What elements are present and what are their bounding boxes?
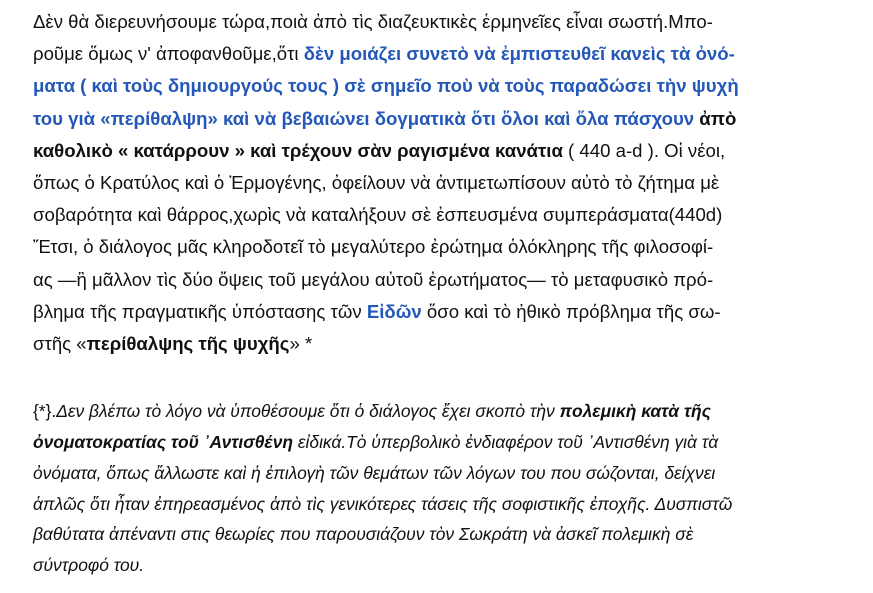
bold-text: περίθαλψης τῆς ψυχῆς	[86, 333, 290, 355]
bold-text: ἀπὸ	[699, 107, 737, 129]
text-run: ὅσο καὶ τὸ ἠθικὸ πρόβλημα τῆς σω-	[421, 300, 721, 322]
text-run: ὅπως ὁ Κρατύλος καὶ ὁ Ἑρμογένης, ὀφείλουν νὰ ἀντιμετωπίσουν αὐτὸ τὸ ζήτημα μὲ	[33, 172, 720, 194]
emphasized-text: ματα ( καὶ τοὺς δημιουργούς τους ) σὲ σημεῖο ποὺ νὰ τοὺς παραδώσει τὴν ψυχὴ	[33, 75, 739, 97]
emphasized-text: δὲν μοιάζει συνετὸ νὰ ἐμπιστευθεῖ κανεὶς τὰ ὀνό-	[303, 43, 735, 65]
text-run: ( 440 a-d ). Οἱ νέοι,	[562, 139, 726, 161]
footnote-line	[33, 458, 855, 489]
footnote-line	[33, 489, 855, 520]
footnote-line	[33, 396, 855, 427]
text-run: {*}.	[33, 401, 57, 422]
text-run: ὀνόματα, ὅπως ἄλλωστε καὶ ἡ ἐπιλογὴ τῶν θεμάτων τῶν λόγων του που σώζονται, δείχνει	[33, 462, 716, 483]
emphasized-text: Εἰδῶν	[366, 300, 422, 322]
text-line	[33, 264, 855, 296]
text-run: σοβαρότητα καὶ θάρρος,χωρὶς νὰ καταλήξουν σὲ ἐσπευσμένα συμπεράσματα(440d)	[33, 204, 723, 226]
emphasized-text: του γιὰ «περίθαλψη» καὶ νὰ βεβαιώνει δογματικὰ ὅτι ὅλοι καὶ ὅλα πάσχουν	[33, 107, 700, 129]
footnote-line	[33, 550, 855, 581]
footnote-line	[33, 427, 855, 458]
text-run: εἰδικά.Τὸ ὑπερβολικὸ ἐνδιαφέρον τοῦ ᾽Αντισθένη γιὰ τὰ	[293, 432, 719, 453]
document-page	[33, 6, 855, 581]
main-paragraph	[33, 6, 855, 360]
text-run: στῆς «	[33, 333, 87, 355]
text-line	[33, 6, 855, 38]
bold-text: τοῦ ᾽Αντισθένη	[166, 432, 294, 453]
text-run: Ἔτσι, ὁ διάλογος μᾶς κληροδοτεῖ τὸ μεγαλύτερο ἐρώτημα ὁλόκληρης τῆς φιλοσοφί-	[33, 236, 714, 258]
text-run: ροῦμε ὅμως ν' ἀποφανθοῦμε,ὅτι	[33, 43, 304, 65]
text-run: Δὲν θὰ διερευνήσουμε τώρα,ποιὰ ἀπὸ τὶς διαζευκτικὲς ἑρμηνεῖες εἶναι σωστή.Μπο-	[33, 11, 713, 32]
text-line	[33, 296, 855, 328]
text-run: » *	[289, 333, 313, 355]
text-run: ἁπλῶς ὅτι ἦταν ἐπηρεασμένος ἀπὸ τὶς γενικότερες τάσεις τῆς σοφιστικῆς ἐποχῆς. Δυσπιστῶ	[33, 493, 733, 514]
text-line	[33, 70, 855, 102]
text-run: βαθύτατα ἀπέναντι στις θεωρίες που παρουσιάζουν τὸν Σωκράτη νὰ ἀσκεῖ πολεμικὴ σὲ	[33, 524, 694, 545]
text-line	[33, 167, 855, 199]
text-line	[33, 328, 855, 360]
text-line	[33, 135, 855, 167]
text-run: βλημα τῆς πραγματικῆς ὑπόστασης τῶν	[33, 300, 367, 322]
text-line	[33, 231, 855, 263]
text-run: ας —ἢ μᾶλλον τὶς δύο ὄψεις τοῦ μεγάλου αὐτοῦ ἐρωτήματος— τὸ μεταφυσικὸ πρό-	[33, 268, 714, 290]
bold-text: καθολικὸ « κατάρρουν » καὶ τρέχουν σὰν ραγισμένα κανάτια	[33, 139, 563, 161]
text-line	[33, 38, 855, 70]
text-line	[33, 199, 855, 231]
bold-text: πολεμικὴ κατὰ τῆς	[559, 401, 711, 422]
text-run: σύντροφό του.	[33, 555, 145, 576]
bold-text: ὀνοματοκρατίας	[33, 432, 167, 453]
footnote-line	[33, 519, 855, 550]
footnote	[33, 396, 855, 581]
text-run: Δεν βλέπω τὸ λόγο νὰ ὑποθέσουμε ὅτι ὁ διάλογος ἔχει σκοπὸ τὴν	[56, 401, 560, 422]
text-line	[33, 103, 855, 135]
